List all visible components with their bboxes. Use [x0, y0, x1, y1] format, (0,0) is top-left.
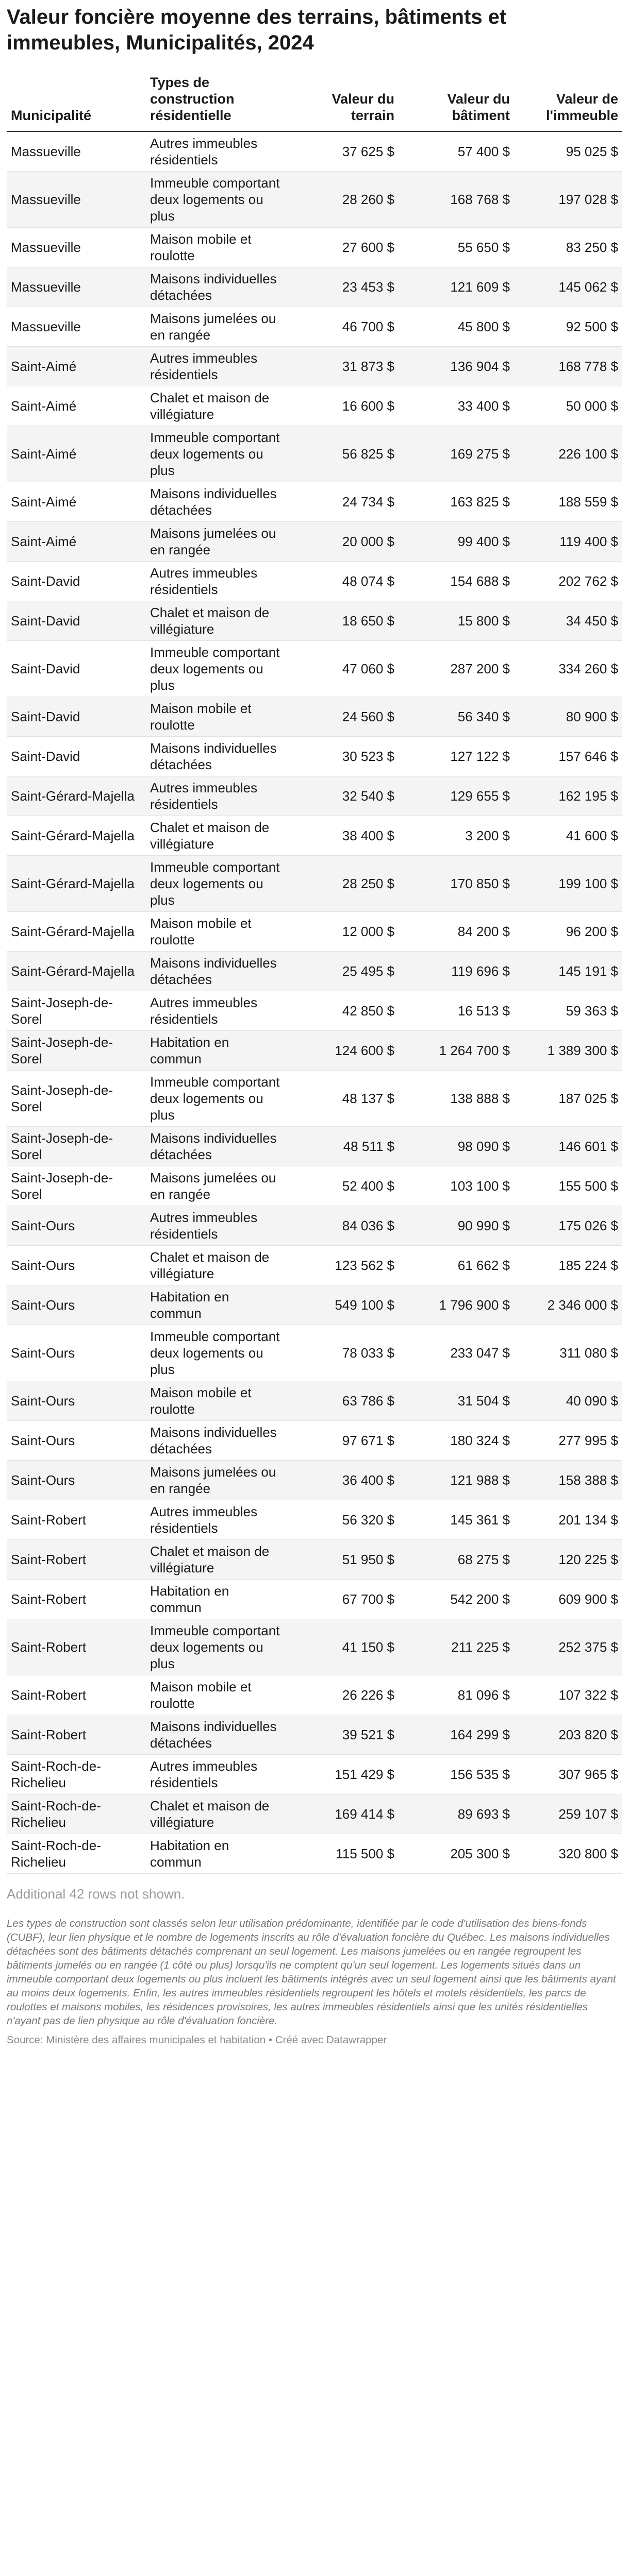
cell-valeur-batiment: 156 535 $ [399, 1755, 514, 1794]
cell-valeur-batiment: 31 504 $ [399, 1381, 514, 1421]
more-rows-note: Additional 42 rows not shown. [7, 1886, 185, 1902]
table-row [7, 1381, 622, 1421]
cell-valeur-terrain: 124 600 $ [285, 1031, 399, 1071]
cell-municipalite: Saint-Aimé [7, 347, 146, 386]
table-row [7, 991, 622, 1031]
cell-valeur-immeuble: 40 090 $ [514, 1381, 622, 1421]
cell-valeur-batiment: 99 400 $ [399, 522, 514, 562]
cell-valeur-terrain: 30 523 $ [285, 737, 399, 776]
cell-valeur-terrain: 56 320 $ [285, 1500, 399, 1540]
cell-municipalite: Saint-Aimé [7, 426, 146, 482]
table-row [7, 1580, 622, 1619]
cell-municipalite: Saint-Aimé [7, 522, 146, 562]
cell-valeur-batiment: 61 662 $ [399, 1246, 514, 1285]
cell-type: Habitation en commun [146, 1031, 285, 1071]
cell-municipalite: Massueville [7, 267, 146, 307]
cell-valeur-terrain: 123 562 $ [285, 1246, 399, 1285]
cell-type: Maisons jumelées ou en rangée [146, 522, 285, 562]
cell-valeur-batiment: 45 800 $ [399, 307, 514, 347]
cell-type: Autres immeubles résidentiels [146, 1755, 285, 1794]
cell-type: Habitation en commun [146, 1834, 285, 1874]
cell-type: Maisons individuelles détachées [146, 952, 285, 991]
cell-type: Chalet et maison de villégiature [146, 816, 285, 856]
table-row [7, 482, 622, 522]
cell-valeur-batiment: 3 200 $ [399, 816, 514, 856]
cell-type: Immeuble comportant deux logements ou plus [146, 426, 285, 482]
cell-type: Immeuble comportant deux logements ou plus [146, 856, 285, 912]
cell-valeur-immeuble: 609 900 $ [514, 1580, 622, 1619]
cell-valeur-terrain: 41 150 $ [285, 1619, 399, 1675]
cell-municipalite: Massueville [7, 131, 146, 172]
cell-valeur-immeuble: 41 600 $ [514, 816, 622, 856]
table-row [7, 601, 622, 641]
table-row [7, 641, 622, 697]
cell-valeur-terrain: 151 429 $ [285, 1755, 399, 1794]
cell-valeur-terrain: 78 033 $ [285, 1325, 399, 1381]
cell-valeur-batiment: 16 513 $ [399, 991, 514, 1031]
cell-valeur-terrain: 20 000 $ [285, 522, 399, 562]
cell-valeur-batiment: 154 688 $ [399, 562, 514, 601]
table-row [7, 856, 622, 912]
cell-municipalite: Massueville [7, 228, 146, 267]
cell-valeur-terrain: 51 950 $ [285, 1540, 399, 1580]
table-row [7, 1619, 622, 1675]
table-row [7, 267, 622, 307]
cell-valeur-immeuble: 307 965 $ [514, 1755, 622, 1794]
cell-valeur-batiment: 121 988 $ [399, 1461, 514, 1500]
cell-municipalite: Saint-Aimé [7, 482, 146, 522]
column-header-valeur-immeuble[interactable]: Valeur de l'immeuble [514, 67, 622, 131]
cell-valeur-immeuble: 83 250 $ [514, 228, 622, 267]
datawrapper-table-chart [7, 0, 622, 2046]
cell-municipalite: Saint-Ours [7, 1285, 146, 1325]
cell-municipalite: Saint-Aimé [7, 386, 146, 426]
cell-valeur-batiment: 1 796 900 $ [399, 1285, 514, 1325]
chart-notes: Les types de construction sont classés selon leur utilisation prédominante, identifiée par le code d'utilisation des biens-fonds (CUBF), leur lien physique et le nombre de logements inscrits au rôle d'évaluation foncière du Québec. Les maisons individuelles détachées sont des bâtiments détachés comprenant un seul logement. Les maisons jumelées ou en rangée regroupent les bâtiments jumelés ou en rangée (1 côté ou plus) lorsqu'ils ne comptent qu'un seul logement. Les logements situés dans un immeuble comportant deux logements ou plus incluent les bâtiments intégrés avec un seul logement ainsi que les bâtiments ayant au moins deux logements. Enfin, les autres immeubles résidentiels regroupent les hôtels et motels résidentiels, les parcs de roulottes et maisons mobiles, les résidences provisoires, les autres immeubles résidentiels ainsi que les unités résidentielles n'ayant pas de lien physique au rôle d'évaluation foncière. [7, 1918, 616, 2027]
cell-valeur-terrain: 63 786 $ [285, 1381, 399, 1421]
cell-municipalite: Saint-Ours [7, 1461, 146, 1500]
table-row [7, 1715, 622, 1755]
cell-municipalite: Saint-Joseph-de-Sorel [7, 991, 146, 1031]
cell-valeur-terrain: 97 671 $ [285, 1421, 399, 1461]
cell-valeur-immeuble: 202 762 $ [514, 562, 622, 601]
cell-valeur-terrain: 42 850 $ [285, 991, 399, 1031]
table-row [7, 1325, 622, 1381]
cell-valeur-immeuble: 120 225 $ [514, 1540, 622, 1580]
cell-valeur-batiment: 84 200 $ [399, 912, 514, 952]
cell-type: Autres immeubles résidentiels [146, 991, 285, 1031]
cell-valeur-terrain: 37 625 $ [285, 131, 399, 172]
table-row [7, 307, 622, 347]
cell-type: Maisons jumelées ou en rangée [146, 1166, 285, 1206]
cell-type: Maison mobile et roulotte [146, 1675, 285, 1715]
cell-valeur-batiment: 127 122 $ [399, 737, 514, 776]
cell-valeur-terrain: 32 540 $ [285, 776, 399, 816]
cell-municipalite: Saint-Roch-de-Richelieu [7, 1834, 146, 1874]
cell-municipalite: Saint-Gérard-Majella [7, 912, 146, 952]
cell-valeur-batiment: 170 850 $ [399, 856, 514, 912]
cell-type: Chalet et maison de villégiature [146, 1246, 285, 1285]
table-row [7, 522, 622, 562]
cell-valeur-batiment: 129 655 $ [399, 776, 514, 816]
table-row [7, 697, 622, 737]
cell-valeur-terrain: 27 600 $ [285, 228, 399, 267]
cell-type: Chalet et maison de villégiature [146, 601, 285, 641]
cell-type: Immeuble comportant deux logements ou plus [146, 1071, 285, 1127]
cell-type: Maisons jumelées ou en rangée [146, 307, 285, 347]
cell-valeur-terrain: 52 400 $ [285, 1166, 399, 1206]
cell-valeur-terrain: 26 226 $ [285, 1675, 399, 1715]
cell-valeur-terrain: 39 521 $ [285, 1715, 399, 1755]
cell-valeur-terrain: 84 036 $ [285, 1206, 399, 1246]
cell-valeur-batiment: 169 275 $ [399, 426, 514, 482]
cell-valeur-batiment: 81 096 $ [399, 1675, 514, 1715]
cell-valeur-batiment: 68 275 $ [399, 1540, 514, 1580]
cell-valeur-immeuble: 59 363 $ [514, 991, 622, 1031]
cell-valeur-immeuble: 252 375 $ [514, 1619, 622, 1675]
cell-municipalite: Saint-Joseph-de-Sorel [7, 1127, 146, 1166]
cell-valeur-batiment: 15 800 $ [399, 601, 514, 641]
cell-municipalite: Saint-Robert [7, 1500, 146, 1540]
cell-valeur-immeuble: 226 100 $ [514, 426, 622, 482]
cell-valeur-terrain: 24 560 $ [285, 697, 399, 737]
cell-valeur-batiment: 205 300 $ [399, 1834, 514, 1874]
cell-type: Maisons individuelles détachées [146, 1715, 285, 1755]
cell-valeur-terrain: 549 100 $ [285, 1285, 399, 1325]
cell-valeur-immeuble: 50 000 $ [514, 386, 622, 426]
cell-municipalite: Saint-Roch-de-Richelieu [7, 1755, 146, 1794]
cell-municipalite: Saint-Gérard-Majella [7, 816, 146, 856]
cell-valeur-immeuble: 199 100 $ [514, 856, 622, 912]
cell-valeur-batiment: 164 299 $ [399, 1715, 514, 1755]
table-row [7, 816, 622, 856]
cell-valeur-immeuble: 80 900 $ [514, 697, 622, 737]
cell-valeur-immeuble: 185 224 $ [514, 1246, 622, 1285]
cell-valeur-batiment: 103 100 $ [399, 1166, 514, 1206]
cell-type: Maisons individuelles détachées [146, 1421, 285, 1461]
table-row [7, 1206, 622, 1246]
cell-valeur-immeuble: 277 995 $ [514, 1421, 622, 1461]
cell-valeur-immeuble: 162 195 $ [514, 776, 622, 816]
table-row [7, 1246, 622, 1285]
cell-type: Autres immeubles résidentiels [146, 1206, 285, 1246]
cell-municipalite: Saint-David [7, 562, 146, 601]
cell-valeur-terrain: 48 511 $ [285, 1127, 399, 1166]
cell-valeur-immeuble: 158 388 $ [514, 1461, 622, 1500]
cell-municipalite: Saint-David [7, 737, 146, 776]
cell-municipalite: Saint-David [7, 641, 146, 697]
table-row [7, 1540, 622, 1580]
header-row [7, 67, 622, 131]
cell-municipalite: Saint-Ours [7, 1421, 146, 1461]
table-row [7, 386, 622, 426]
cell-type: Maison mobile et roulotte [146, 1381, 285, 1421]
cell-valeur-immeuble: 157 646 $ [514, 737, 622, 776]
cell-valeur-immeuble: 92 500 $ [514, 307, 622, 347]
cell-valeur-batiment: 121 609 $ [399, 267, 514, 307]
cell-valeur-batiment: 119 696 $ [399, 952, 514, 991]
cell-valeur-immeuble: 259 107 $ [514, 1794, 622, 1834]
cell-valeur-terrain: 28 260 $ [285, 172, 399, 228]
cell-valeur-batiment: 180 324 $ [399, 1421, 514, 1461]
cell-valeur-terrain: 48 137 $ [285, 1071, 399, 1127]
cell-municipalite: Saint-Robert [7, 1580, 146, 1619]
cell-valeur-immeuble: 1 389 300 $ [514, 1031, 622, 1071]
cell-valeur-terrain: 56 825 $ [285, 426, 399, 482]
cell-valeur-terrain: 67 700 $ [285, 1580, 399, 1619]
cell-municipalite: Saint-Ours [7, 1246, 146, 1285]
table-row [7, 1421, 622, 1461]
cell-valeur-terrain: 12 000 $ [285, 912, 399, 952]
table-body [7, 131, 622, 1874]
cell-municipalite: Massueville [7, 172, 146, 228]
table-row [7, 562, 622, 601]
table-row [7, 1166, 622, 1206]
cell-valeur-immeuble: 107 322 $ [514, 1675, 622, 1715]
table-row [7, 1071, 622, 1127]
cell-type: Maison mobile et roulotte [146, 228, 285, 267]
cell-valeur-batiment: 138 888 $ [399, 1071, 514, 1127]
cell-valeur-immeuble: 2 346 000 $ [514, 1285, 622, 1325]
table-row [7, 1675, 622, 1715]
cell-valeur-terrain: 28 250 $ [285, 856, 399, 912]
cell-type: Autres immeubles résidentiels [146, 131, 285, 172]
cell-type: Autres immeubles résidentiels [146, 347, 285, 386]
cell-municipalite: Saint-Roch-de-Richelieu [7, 1794, 146, 1834]
cell-municipalite: Saint-Gérard-Majella [7, 776, 146, 816]
cell-municipalite: Saint-David [7, 697, 146, 737]
cell-type: Maisons individuelles détachées [146, 482, 285, 522]
cell-valeur-terrain: 16 600 $ [285, 386, 399, 426]
cell-valeur-batiment: 233 047 $ [399, 1325, 514, 1381]
column-header-valeur-terrain[interactable]: Valeur du terrain [285, 67, 399, 131]
cell-valeur-immeuble: 203 820 $ [514, 1715, 622, 1755]
cell-valeur-terrain: 36 400 $ [285, 1461, 399, 1500]
cell-valeur-immeuble: 145 191 $ [514, 952, 622, 991]
chart-source: Source: Ministère des affaires municipales et habitation • Créé avec Datawrapper [7, 2034, 387, 2046]
cell-valeur-immeuble: 311 080 $ [514, 1325, 622, 1381]
table-row [7, 1500, 622, 1540]
cell-municipalite: Saint-David [7, 601, 146, 641]
cell-valeur-immeuble: 320 800 $ [514, 1834, 622, 1874]
table-row [7, 1285, 622, 1325]
cell-municipalite: Saint-Joseph-de-Sorel [7, 1031, 146, 1071]
cell-type: Maisons individuelles détachées [146, 1127, 285, 1166]
cell-valeur-immeuble: 187 025 $ [514, 1071, 622, 1127]
cell-valeur-batiment: 287 200 $ [399, 641, 514, 697]
cell-valeur-immeuble: 155 500 $ [514, 1166, 622, 1206]
table-header [7, 67, 622, 131]
cell-municipalite: Saint-Joseph-de-Sorel [7, 1166, 146, 1206]
cell-valeur-batiment: 145 361 $ [399, 1500, 514, 1540]
column-header-type[interactable]: Types de construction résidentielle [146, 67, 285, 131]
cell-type: Chalet et maison de villégiature [146, 1794, 285, 1834]
cell-type: Maisons individuelles détachées [146, 267, 285, 307]
cell-type: Immeuble comportant deux logements ou plus [146, 1325, 285, 1381]
cell-valeur-batiment: 542 200 $ [399, 1580, 514, 1619]
cell-valeur-terrain: 31 873 $ [285, 347, 399, 386]
cell-valeur-batiment: 56 340 $ [399, 697, 514, 737]
cell-type: Maison mobile et roulotte [146, 697, 285, 737]
cell-valeur-batiment: 33 400 $ [399, 386, 514, 426]
cell-type: Autres immeubles résidentiels [146, 1500, 285, 1540]
cell-type: Autres immeubles résidentiels [146, 562, 285, 601]
cell-valeur-batiment: 90 990 $ [399, 1206, 514, 1246]
cell-type: Maisons jumelées ou en rangée [146, 1461, 285, 1500]
cell-valeur-terrain: 46 700 $ [285, 307, 399, 347]
cell-municipalite: Saint-Ours [7, 1206, 146, 1246]
cell-valeur-terrain: 24 734 $ [285, 482, 399, 522]
chart-title: Valeur foncière moyenne des terrains, bâtiments et immeubles, Municipalités, 2024 [7, 6, 507, 54]
cell-valeur-immeuble: 34 450 $ [514, 601, 622, 641]
cell-type: Habitation en commun [146, 1285, 285, 1325]
cell-valeur-terrain: 169 414 $ [285, 1794, 399, 1834]
table-row [7, 1127, 622, 1166]
cell-valeur-immeuble: 188 559 $ [514, 482, 622, 522]
cell-valeur-terrain: 47 060 $ [285, 641, 399, 697]
table-row [7, 1834, 622, 1874]
cell-valeur-terrain: 25 495 $ [285, 952, 399, 991]
column-header-valeur-batiment[interactable]: Valeur du bâtiment [399, 67, 514, 131]
table-row [7, 347, 622, 386]
table-row [7, 228, 622, 267]
table-row [7, 1461, 622, 1500]
cell-valeur-terrain: 48 074 $ [285, 562, 399, 601]
cell-valeur-immeuble: 119 400 $ [514, 522, 622, 562]
table-row [7, 912, 622, 952]
cell-type: Immeuble comportant deux logements ou plus [146, 1619, 285, 1675]
cell-municipalite: Saint-Robert [7, 1675, 146, 1715]
cell-valeur-immeuble: 146 601 $ [514, 1127, 622, 1166]
cell-type: Autres immeubles résidentiels [146, 776, 285, 816]
cell-valeur-immeuble: 334 260 $ [514, 641, 622, 697]
cell-valeur-terrain: 23 453 $ [285, 267, 399, 307]
cell-valeur-immeuble: 201 134 $ [514, 1500, 622, 1540]
cell-valeur-batiment: 136 904 $ [399, 347, 514, 386]
table-row [7, 131, 622, 172]
cell-valeur-immeuble: 96 200 $ [514, 912, 622, 952]
cell-valeur-immeuble: 95 025 $ [514, 131, 622, 172]
table-row [7, 737, 622, 776]
cell-municipalite: Massueville [7, 307, 146, 347]
cell-type: Immeuble comportant deux logements ou plus [146, 641, 285, 697]
table-row [7, 426, 622, 482]
cell-valeur-batiment: 163 825 $ [399, 482, 514, 522]
cell-municipalite: Saint-Gérard-Majella [7, 856, 146, 912]
cell-type: Maisons individuelles détachées [146, 737, 285, 776]
cell-municipalite: Saint-Joseph-de-Sorel [7, 1071, 146, 1127]
cell-valeur-immeuble: 168 778 $ [514, 347, 622, 386]
cell-type: Chalet et maison de villégiature [146, 1540, 285, 1580]
column-header-municipalite[interactable]: Municipalité [7, 67, 146, 131]
cell-valeur-immeuble: 145 062 $ [514, 267, 622, 307]
cell-municipalite: Saint-Ours [7, 1325, 146, 1381]
cell-type: Habitation en commun [146, 1580, 285, 1619]
cell-municipalite: Saint-Robert [7, 1540, 146, 1580]
table-row [7, 776, 622, 816]
cell-municipalite: Saint-Robert [7, 1619, 146, 1675]
cell-valeur-batiment: 89 693 $ [399, 1794, 514, 1834]
cell-valeur-batiment: 57 400 $ [399, 131, 514, 172]
cell-municipalite: Saint-Ours [7, 1381, 146, 1421]
cell-municipalite: Saint-Robert [7, 1715, 146, 1755]
cell-valeur-terrain: 115 500 $ [285, 1834, 399, 1874]
cell-valeur-batiment: 55 650 $ [399, 228, 514, 267]
table-row [7, 1031, 622, 1071]
cell-type: Maison mobile et roulotte [146, 912, 285, 952]
cell-valeur-immeuble: 197 028 $ [514, 172, 622, 228]
cell-valeur-batiment: 98 090 $ [399, 1127, 514, 1166]
cell-type: Immeuble comportant deux logements ou plus [146, 172, 285, 228]
cell-municipalite: Saint-Gérard-Majella [7, 952, 146, 991]
cell-valeur-immeuble: 175 026 $ [514, 1206, 622, 1246]
table-row [7, 952, 622, 991]
table-row [7, 1755, 622, 1794]
cell-valeur-terrain: 18 650 $ [285, 601, 399, 641]
cell-type: Chalet et maison de villégiature [146, 386, 285, 426]
cell-valeur-batiment: 1 264 700 $ [399, 1031, 514, 1071]
cell-valeur-terrain: 38 400 $ [285, 816, 399, 856]
data-table [7, 67, 622, 1874]
table-row [7, 1794, 622, 1834]
table-row [7, 172, 622, 228]
cell-valeur-batiment: 211 225 $ [399, 1619, 514, 1675]
cell-valeur-batiment: 168 768 $ [399, 172, 514, 228]
